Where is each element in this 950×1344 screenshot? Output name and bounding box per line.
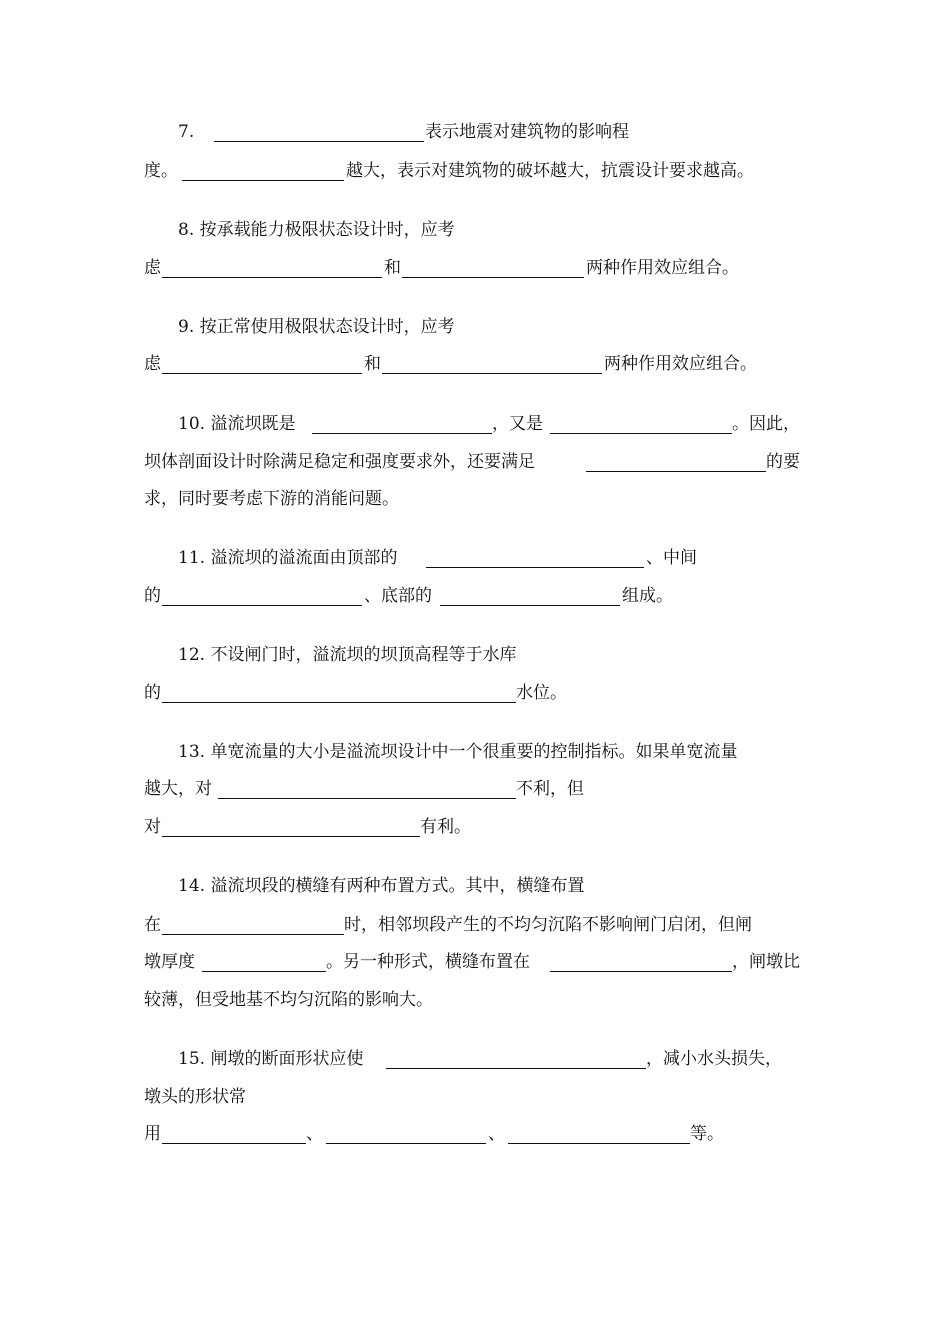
question-text: 时，相邻坝段产生的不均匀沉陷不影响闸门启闭，但闸 [344, 915, 752, 935]
question-text: 10. 溢流坝既是 [178, 414, 296, 434]
question-q15-line-3 [0, 1120, 950, 1148]
question-text: 等。 [690, 1124, 724, 1144]
answer-blank[interactable] [440, 605, 620, 606]
question-text: 对 [144, 817, 161, 837]
answer-blank[interactable] [508, 1143, 690, 1144]
answer-blank[interactable] [550, 433, 732, 434]
question-text: 、中间 [646, 548, 697, 568]
answer-blank[interactable] [202, 971, 326, 972]
question-q15-line-1 [0, 1045, 950, 1073]
question-q9-line-1 [0, 313, 950, 341]
question-text: 和 [384, 258, 401, 278]
question-q12-line-2 [0, 679, 950, 707]
question-text: 有利。 [420, 817, 471, 837]
question-q11-line-1 [0, 544, 950, 572]
question-text: 用 [144, 1124, 161, 1144]
question-text: 度。 [144, 161, 178, 181]
question-q10-line-1 [0, 410, 950, 438]
question-text: 墩厚度 [144, 952, 195, 972]
answer-blank[interactable] [586, 471, 766, 472]
question-text: 11. 溢流坝的溢流面由顶部的 [178, 548, 398, 568]
question-q7-line-1 [0, 118, 950, 146]
question-q13-line-1 [0, 738, 950, 766]
question-text: 、 [306, 1124, 323, 1144]
question-text: ，减小水头损失， [646, 1049, 782, 1069]
question-text: 两种作用效应组合。 [586, 258, 739, 278]
question-text: 13. 单宽流量的大小是溢流坝设计中一个很重要的控制指标。如果单宽流量 [178, 742, 738, 762]
question-text: 的 [144, 586, 161, 606]
answer-blank[interactable] [162, 934, 344, 935]
question-text: ，又是 [492, 414, 543, 434]
answer-blank[interactable] [162, 1143, 306, 1144]
question-text: 。因此， [732, 414, 800, 434]
question-q12-line-1 [0, 641, 950, 669]
question-text: 和 [364, 354, 381, 374]
answer-blank[interactable] [326, 1143, 486, 1144]
question-text: 的 [144, 683, 161, 703]
question-text: 。另一种形式，横缝布置在 [326, 952, 530, 972]
question-q15-line-2 [0, 1083, 950, 1111]
question-text: 组成。 [622, 586, 673, 606]
answer-blank[interactable] [382, 373, 602, 374]
question-q13-line-2 [0, 775, 950, 803]
answer-blank[interactable] [218, 798, 516, 799]
question-text: 的要 [766, 452, 800, 472]
question-text: 不利，但 [516, 779, 584, 799]
answer-blank[interactable] [386, 1068, 646, 1069]
question-text: 两种作用效应组合。 [604, 354, 757, 374]
question-q14-line-1 [0, 872, 950, 900]
question-text: 8. 按承载能力极限状态设计时，应考 [178, 220, 455, 240]
answer-blank[interactable] [162, 702, 516, 703]
question-text: 14. 溢流坝段的横缝有两种布置方式。其中，横缝布置 [178, 876, 585, 896]
question-text: 7. [178, 122, 195, 142]
question-q14-line-4 [0, 986, 950, 1014]
question-text: 墩头的形状常 [144, 1087, 246, 1107]
question-q7-line-2 [0, 157, 950, 185]
question-q8-line-1 [0, 216, 950, 244]
answer-blank[interactable] [162, 373, 362, 374]
question-q13-line-3 [0, 813, 950, 841]
question-q10-line-3 [0, 485, 950, 513]
question-q14-line-3 [0, 948, 950, 976]
answer-blank[interactable] [312, 433, 492, 434]
question-text: 表示地震对建筑物的影响程 [425, 122, 629, 142]
question-text: 越大，对 [144, 779, 212, 799]
question-text: 虑 [144, 354, 161, 374]
question-text: 、 [488, 1124, 505, 1144]
question-text: 虑 [144, 258, 161, 278]
question-q11-line-2 [0, 582, 950, 610]
answer-blank[interactable] [214, 141, 424, 142]
answer-blank[interactable] [550, 971, 732, 972]
answer-blank[interactable] [162, 836, 420, 837]
question-q10-line-2 [0, 448, 950, 476]
question-q14-line-2 [0, 911, 950, 939]
question-text: 在 [144, 915, 161, 935]
question-text: 9. 按正常使用极限状态设计时，应考 [178, 317, 455, 337]
answer-blank[interactable] [182, 180, 344, 181]
answer-blank[interactable] [162, 605, 362, 606]
question-q8-line-2 [0, 254, 950, 282]
question-text: ，闸墩比 [732, 952, 800, 972]
question-text: 较薄，但受地基不均匀沉陷的影响大。 [144, 990, 433, 1010]
question-text: 坝体剖面设计时除满足稳定和强度要求外，还要满足 [144, 452, 535, 472]
question-text: 水位。 [516, 683, 567, 703]
answer-blank[interactable] [402, 277, 584, 278]
question-text: 15. 闸墩的断面形状应使 [178, 1049, 364, 1069]
question-text: 12. 不设闸门时，溢流坝的坝顶高程等于水库 [178, 645, 517, 665]
question-q9-line-2 [0, 350, 950, 378]
answer-blank[interactable] [162, 277, 382, 278]
question-text: 、底部的 [364, 586, 432, 606]
question-text: 越大，表示对建筑物的破坏越大，抗震设计要求越高。 [346, 161, 754, 181]
answer-blank[interactable] [426, 567, 644, 568]
question-text: 求，同时要考虑下游的消能问题。 [144, 489, 399, 509]
